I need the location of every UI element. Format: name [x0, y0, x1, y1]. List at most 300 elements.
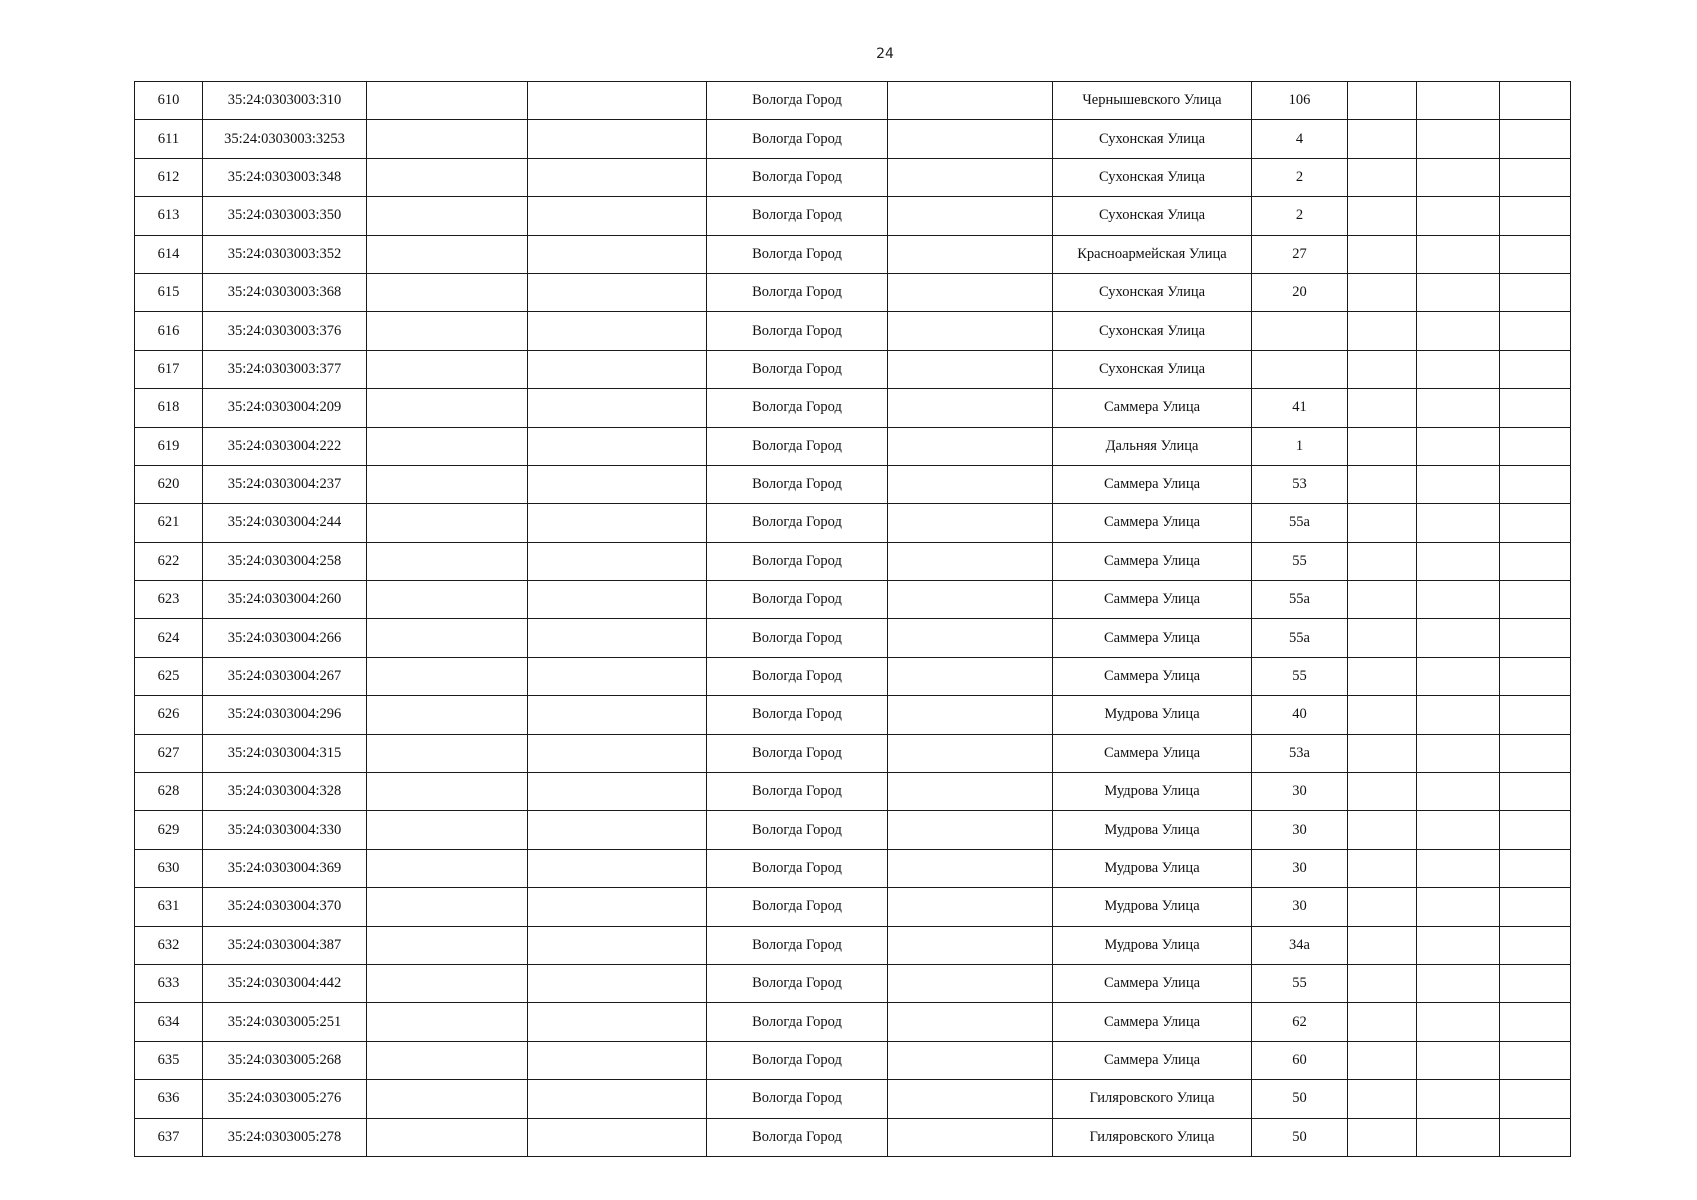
cell-row-number: 636	[135, 1080, 203, 1118]
cell-house-number: 27	[1252, 235, 1348, 273]
cell-empty	[1348, 158, 1417, 196]
cell-empty	[888, 734, 1053, 772]
cell-empty	[1417, 773, 1500, 811]
cell-street: Мудрова Улица	[1053, 888, 1252, 926]
cell-empty	[367, 158, 528, 196]
cell-empty	[1500, 273, 1571, 311]
cell-empty	[1500, 312, 1571, 350]
cell-empty	[367, 657, 528, 695]
cell-street: Мудрова Улица	[1053, 773, 1252, 811]
cell-empty	[1348, 273, 1417, 311]
cell-empty	[528, 1003, 707, 1041]
cell-empty	[888, 82, 1053, 120]
cell-empty	[1417, 1080, 1500, 1118]
cell-empty	[1417, 465, 1500, 503]
cell-empty	[367, 734, 528, 772]
cell-empty	[1500, 1041, 1571, 1079]
cell-row-number: 632	[135, 926, 203, 964]
cell-empty	[1348, 811, 1417, 849]
cell-empty	[1500, 657, 1571, 695]
cell-empty	[1348, 581, 1417, 619]
cell-cadastral-number: 35:24:0303005:268	[203, 1041, 367, 1079]
cell-empty	[888, 465, 1053, 503]
cell-street: Саммера Улица	[1053, 504, 1252, 542]
cell-empty	[528, 1041, 707, 1079]
cell-street: Саммера Улица	[1053, 1041, 1252, 1079]
cell-cadastral-number: 35:24:0303004:258	[203, 542, 367, 580]
cell-empty	[888, 504, 1053, 542]
cell-empty	[1348, 1080, 1417, 1118]
cell-empty	[1348, 542, 1417, 580]
cell-city: Вологда Город	[707, 888, 888, 926]
cell-street: Сухонская Улица	[1053, 273, 1252, 311]
table-row	[135, 465, 1571, 503]
cell-empty	[1417, 1041, 1500, 1079]
cell-house-number: 55а	[1252, 581, 1348, 619]
cell-empty	[1500, 581, 1571, 619]
cell-street: Саммера Улица	[1053, 1003, 1252, 1041]
cell-empty	[1348, 773, 1417, 811]
cell-empty	[888, 273, 1053, 311]
cell-empty	[1348, 120, 1417, 158]
table-row	[135, 350, 1571, 388]
cell-empty	[367, 197, 528, 235]
cell-empty	[1417, 312, 1500, 350]
cell-cadastral-number: 35:24:0303004:237	[203, 465, 367, 503]
cell-house-number: 30	[1252, 849, 1348, 887]
table-row	[135, 235, 1571, 273]
cell-empty	[528, 197, 707, 235]
cell-empty	[367, 273, 528, 311]
cell-empty	[888, 389, 1053, 427]
cell-empty	[528, 465, 707, 503]
cell-cadastral-number: 35:24:0303003:3253	[203, 120, 367, 158]
cell-empty	[1500, 389, 1571, 427]
cell-street: Мудрова Улица	[1053, 926, 1252, 964]
cell-row-number: 625	[135, 657, 203, 695]
cell-house-number: 34а	[1252, 926, 1348, 964]
cell-street: Красноармейская Улица	[1053, 235, 1252, 273]
cell-row-number: 620	[135, 465, 203, 503]
table-row	[135, 619, 1571, 657]
cell-empty	[528, 926, 707, 964]
table-row	[135, 734, 1571, 772]
cell-empty	[888, 619, 1053, 657]
cell-house-number: 4	[1252, 120, 1348, 158]
cell-cadastral-number: 35:24:0303004:369	[203, 849, 367, 887]
cell-empty	[888, 773, 1053, 811]
cell-empty	[367, 389, 528, 427]
cell-empty	[528, 657, 707, 695]
cell-cadastral-number: 35:24:0303004:266	[203, 619, 367, 657]
cell-empty	[1500, 773, 1571, 811]
cell-empty	[888, 120, 1053, 158]
cell-empty	[1500, 1080, 1571, 1118]
cell-empty	[888, 312, 1053, 350]
cell-empty	[1417, 1118, 1500, 1156]
cell-row-number: 610	[135, 82, 203, 120]
cell-empty	[1417, 849, 1500, 887]
cell-empty	[1348, 696, 1417, 734]
cell-empty	[1417, 619, 1500, 657]
cell-empty	[888, 926, 1053, 964]
cell-row-number: 618	[135, 389, 203, 427]
cell-house-number: 62	[1252, 1003, 1348, 1041]
cell-row-number: 622	[135, 542, 203, 580]
cell-empty	[1348, 312, 1417, 350]
cell-empty	[1417, 504, 1500, 542]
cell-cadastral-number: 35:24:0303004:244	[203, 504, 367, 542]
cell-row-number: 627	[135, 734, 203, 772]
cell-empty	[1348, 849, 1417, 887]
cell-street: Саммера Улица	[1053, 657, 1252, 695]
table-body	[135, 82, 1571, 1157]
cell-empty	[528, 427, 707, 465]
cell-empty	[1417, 158, 1500, 196]
cell-house-number: 2	[1252, 197, 1348, 235]
cell-empty	[888, 542, 1053, 580]
cell-city: Вологда Город	[707, 811, 888, 849]
cell-city: Вологда Город	[707, 504, 888, 542]
cell-empty	[888, 849, 1053, 887]
table-row	[135, 926, 1571, 964]
cell-empty	[1348, 734, 1417, 772]
cell-cadastral-number: 35:24:0303004:267	[203, 657, 367, 695]
cell-empty	[1348, 389, 1417, 427]
cell-row-number: 635	[135, 1041, 203, 1079]
cell-house-number: 106	[1252, 82, 1348, 120]
cell-empty	[367, 235, 528, 273]
cell-empty	[1348, 427, 1417, 465]
cell-cadastral-number: 35:24:0303005:276	[203, 1080, 367, 1118]
cell-empty	[367, 888, 528, 926]
cell-empty	[888, 427, 1053, 465]
cell-row-number: 633	[135, 964, 203, 1002]
table-row	[135, 273, 1571, 311]
cell-empty	[888, 581, 1053, 619]
cell-row-number: 630	[135, 849, 203, 887]
cell-empty	[1500, 158, 1571, 196]
cell-city: Вологда Город	[707, 158, 888, 196]
cell-house-number: 53а	[1252, 734, 1348, 772]
table-row	[135, 1080, 1571, 1118]
table-row	[135, 120, 1571, 158]
cell-empty	[528, 273, 707, 311]
cell-house-number: 40	[1252, 696, 1348, 734]
cell-empty	[1417, 389, 1500, 427]
cell-empty	[367, 964, 528, 1002]
cell-empty	[888, 657, 1053, 695]
cell-empty	[528, 158, 707, 196]
cell-empty	[528, 82, 707, 120]
cell-empty	[888, 1080, 1053, 1118]
cell-house-number: 30	[1252, 811, 1348, 849]
cell-empty	[888, 811, 1053, 849]
cell-empty	[1500, 849, 1571, 887]
cell-row-number: 624	[135, 619, 203, 657]
cell-empty	[367, 773, 528, 811]
cell-row-number: 613	[135, 197, 203, 235]
cell-cadastral-number: 35:24:0303004:370	[203, 888, 367, 926]
cell-empty	[367, 1118, 528, 1156]
cell-street: Саммера Улица	[1053, 465, 1252, 503]
cell-empty	[1417, 273, 1500, 311]
cell-empty	[528, 504, 707, 542]
cell-empty	[367, 1080, 528, 1118]
cell-empty	[528, 849, 707, 887]
cell-house-number: 60	[1252, 1041, 1348, 1079]
cell-city: Вологда Город	[707, 350, 888, 388]
cell-empty	[1417, 657, 1500, 695]
cell-empty	[1500, 734, 1571, 772]
cell-cadastral-number: 35:24:0303005:251	[203, 1003, 367, 1041]
cell-cadastral-number: 35:24:0303003:377	[203, 350, 367, 388]
cell-street: Сухонская Улица	[1053, 350, 1252, 388]
cell-empty	[367, 696, 528, 734]
cell-city: Вологда Город	[707, 312, 888, 350]
cell-empty	[1500, 964, 1571, 1002]
cell-street: Сухонская Улица	[1053, 312, 1252, 350]
cell-city: Вологда Город	[707, 389, 888, 427]
cell-house-number: 20	[1252, 273, 1348, 311]
cell-empty	[528, 120, 707, 158]
cell-empty	[1417, 811, 1500, 849]
cell-street: Саммера Улица	[1053, 964, 1252, 1002]
cell-city: Вологда Город	[707, 849, 888, 887]
cell-street: Мудрова Улица	[1053, 811, 1252, 849]
cell-empty	[1348, 350, 1417, 388]
cell-house-number: 55	[1252, 964, 1348, 1002]
page-number: 24	[876, 46, 894, 62]
table-row	[135, 773, 1571, 811]
cell-empty	[1348, 197, 1417, 235]
cell-empty	[528, 235, 707, 273]
cell-street: Дальняя Улица	[1053, 427, 1252, 465]
cell-empty	[367, 427, 528, 465]
cell-empty	[1348, 964, 1417, 1002]
cell-empty	[888, 1003, 1053, 1041]
cell-row-number: 631	[135, 888, 203, 926]
cell-city: Вологда Город	[707, 964, 888, 1002]
cell-empty	[367, 82, 528, 120]
cell-cadastral-number: 35:24:0303004:328	[203, 773, 367, 811]
cell-empty	[1500, 82, 1571, 120]
table-row	[135, 197, 1571, 235]
cell-row-number: 616	[135, 312, 203, 350]
table-row	[135, 542, 1571, 580]
cell-city: Вологда Город	[707, 465, 888, 503]
cell-empty	[888, 158, 1053, 196]
cell-empty	[1500, 619, 1571, 657]
cell-empty	[1500, 542, 1571, 580]
cell-empty	[1500, 811, 1571, 849]
cell-street: Гиляровского Улица	[1053, 1118, 1252, 1156]
cell-street: Гиляровского Улица	[1053, 1080, 1252, 1118]
cell-street: Саммера Улица	[1053, 619, 1252, 657]
cell-row-number: 611	[135, 120, 203, 158]
cell-cadastral-number: 35:24:0303004:296	[203, 696, 367, 734]
cell-street: Саммера Улица	[1053, 734, 1252, 772]
cell-cadastral-number: 35:24:0303003:352	[203, 235, 367, 273]
cell-empty	[528, 696, 707, 734]
cell-empty	[528, 811, 707, 849]
cell-empty	[1348, 465, 1417, 503]
cell-row-number: 628	[135, 773, 203, 811]
table-row	[135, 312, 1571, 350]
cell-house-number: 30	[1252, 773, 1348, 811]
table-row	[135, 964, 1571, 1002]
cadastral-table	[134, 81, 1571, 1157]
cell-row-number: 637	[135, 1118, 203, 1156]
cell-empty	[1500, 120, 1571, 158]
cell-empty	[1417, 1003, 1500, 1041]
cell-city: Вологда Город	[707, 657, 888, 695]
cell-cadastral-number: 35:24:0303004:209	[203, 389, 367, 427]
cell-empty	[1348, 82, 1417, 120]
cell-city: Вологда Город	[707, 1041, 888, 1079]
cell-cadastral-number: 35:24:0303003:368	[203, 273, 367, 311]
cell-city: Вологда Город	[707, 273, 888, 311]
cell-empty	[888, 1118, 1053, 1156]
cell-empty	[1500, 926, 1571, 964]
cell-empty	[528, 734, 707, 772]
cell-empty	[1500, 427, 1571, 465]
cell-city: Вологда Город	[707, 427, 888, 465]
cell-cadastral-number: 35:24:0303003:310	[203, 82, 367, 120]
cell-empty	[1348, 888, 1417, 926]
cell-cadastral-number: 35:24:0303005:278	[203, 1118, 367, 1156]
cell-row-number: 617	[135, 350, 203, 388]
cell-city: Вологда Город	[707, 1118, 888, 1156]
cell-empty	[367, 350, 528, 388]
cell-empty	[1417, 734, 1500, 772]
cell-empty	[367, 312, 528, 350]
cell-row-number: 634	[135, 1003, 203, 1041]
cell-house-number: 41	[1252, 389, 1348, 427]
cell-city: Вологда Город	[707, 926, 888, 964]
cell-empty	[367, 504, 528, 542]
cell-empty	[1417, 350, 1500, 388]
cell-empty	[1348, 235, 1417, 273]
cell-empty	[1500, 235, 1571, 273]
cell-empty	[1500, 197, 1571, 235]
table-row	[135, 888, 1571, 926]
cell-street: Чернышевского Улица	[1053, 82, 1252, 120]
cell-empty	[888, 888, 1053, 926]
cell-empty	[1500, 350, 1571, 388]
cell-empty	[367, 619, 528, 657]
cell-empty	[1500, 888, 1571, 926]
cell-row-number: 626	[135, 696, 203, 734]
cell-empty	[1500, 696, 1571, 734]
cell-city: Вологда Город	[707, 197, 888, 235]
cell-cadastral-number: 35:24:0303004:222	[203, 427, 367, 465]
cell-street: Сухонская Улица	[1053, 158, 1252, 196]
cell-empty	[528, 888, 707, 926]
cell-house-number: 55а	[1252, 619, 1348, 657]
cell-empty	[1417, 82, 1500, 120]
cell-house-number	[1252, 312, 1348, 350]
table-row	[135, 849, 1571, 887]
table-row	[135, 1118, 1571, 1156]
cell-street: Саммера Улица	[1053, 542, 1252, 580]
table-row	[135, 504, 1571, 542]
cell-row-number: 619	[135, 427, 203, 465]
cell-city: Вологда Город	[707, 120, 888, 158]
cell-cadastral-number: 35:24:0303004:315	[203, 734, 367, 772]
cell-empty	[367, 465, 528, 503]
cell-street: Мудрова Улица	[1053, 849, 1252, 887]
table-row	[135, 1041, 1571, 1079]
cell-empty	[367, 1003, 528, 1041]
cell-empty	[1417, 120, 1500, 158]
table-row	[135, 811, 1571, 849]
cell-empty	[1417, 427, 1500, 465]
cell-street: Сухонская Улица	[1053, 120, 1252, 158]
cell-cadastral-number: 35:24:0303004:260	[203, 581, 367, 619]
cell-empty	[888, 696, 1053, 734]
table-row	[135, 657, 1571, 695]
cell-empty	[367, 926, 528, 964]
cell-empty	[528, 389, 707, 427]
cell-empty	[367, 542, 528, 580]
cell-city: Вологда Город	[707, 619, 888, 657]
cell-empty	[1500, 1118, 1571, 1156]
cell-empty	[1348, 926, 1417, 964]
cell-city: Вологда Город	[707, 1080, 888, 1118]
table-row	[135, 1003, 1571, 1041]
cell-house-number: 30	[1252, 888, 1348, 926]
cell-empty	[888, 964, 1053, 1002]
cell-empty	[528, 312, 707, 350]
cell-house-number: 50	[1252, 1118, 1348, 1156]
cell-city: Вологда Город	[707, 734, 888, 772]
cell-cadastral-number: 35:24:0303003:350	[203, 197, 367, 235]
cell-empty	[1417, 888, 1500, 926]
cell-empty	[1417, 235, 1500, 273]
cell-cadastral-number: 35:24:0303004:442	[203, 964, 367, 1002]
cell-empty	[367, 811, 528, 849]
table-row	[135, 427, 1571, 465]
cell-empty	[888, 197, 1053, 235]
cell-empty	[528, 619, 707, 657]
cell-empty	[888, 1041, 1053, 1079]
cell-empty	[1500, 504, 1571, 542]
cell-empty	[528, 542, 707, 580]
cell-empty	[1348, 1003, 1417, 1041]
cell-empty	[1500, 1003, 1571, 1041]
cell-street: Сухонская Улица	[1053, 197, 1252, 235]
cell-empty	[528, 581, 707, 619]
cell-empty	[1500, 465, 1571, 503]
table-row	[135, 82, 1571, 120]
cell-row-number: 612	[135, 158, 203, 196]
cell-house-number: 55	[1252, 657, 1348, 695]
cell-empty	[1417, 581, 1500, 619]
cell-city: Вологда Город	[707, 696, 888, 734]
cell-street: Мудрова Улица	[1053, 696, 1252, 734]
cell-row-number: 623	[135, 581, 203, 619]
cell-cadastral-number: 35:24:0303003:348	[203, 158, 367, 196]
cell-house-number: 1	[1252, 427, 1348, 465]
cell-empty	[528, 964, 707, 1002]
cell-empty	[367, 849, 528, 887]
cell-house-number: 55а	[1252, 504, 1348, 542]
cell-city: Вологда Город	[707, 581, 888, 619]
cell-house-number: 55	[1252, 542, 1348, 580]
cell-empty	[1417, 964, 1500, 1002]
cell-empty	[528, 1118, 707, 1156]
